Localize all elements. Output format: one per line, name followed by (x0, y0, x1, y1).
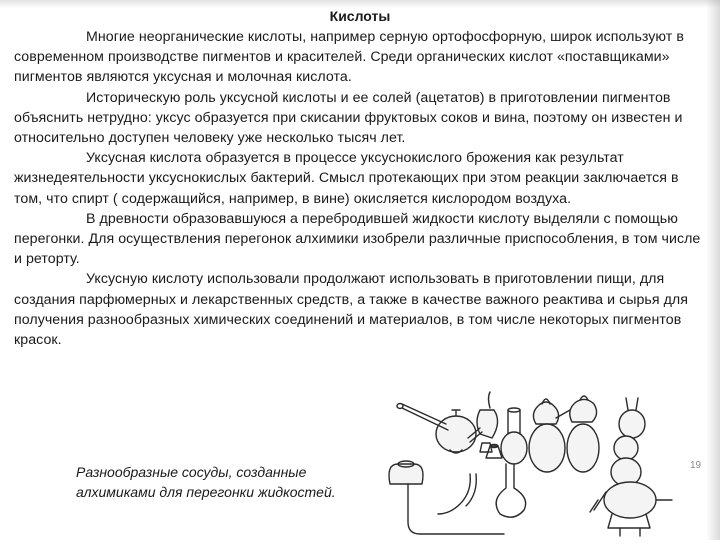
page-number: 19 (690, 460, 702, 471)
paragraph: Уксусная кислота образуется в процессе уксуснокислого брожения как результат жизнедеятельности уксуснокислых бактерий. Смысл протекающих при этом реакции заключается в том, что спирт ( содержащийся, например, в вине) окисляется кислородом воздуха. (14, 150, 679, 207)
pear-flask-icon (496, 464, 525, 517)
retort-icon (397, 404, 476, 454)
small-cups-icon (480, 443, 502, 458)
paragraph: Уксусную кислоту использовали продолжают использовать в приготовлении пищи, для создания парфюмерных и лекарственных средств, а также в качестве важного реактива и сырья для получения разнообразных химических соединений и материалов, в том числе некоторых пигментов красок. (14, 271, 688, 349)
paragraph: В древности образовавшуюся а перебродившей жидкости кислоту выделяли с помощью перегонки. Для осуществления перегонок алхимики изобрели различные приспособления, в том числе и реторту. (14, 210, 701, 268)
flask-icon (501, 408, 527, 464)
curved-tube-icon (438, 474, 476, 514)
figure-caption: Разнообразные сосуды, созданные алхимиками для перегонки жидкостей. (76, 464, 336, 500)
paragraph: Многие неорганические кислоты, например серную ортофосфорную, широк используют в современном производстве пигментов и красителей. Среди органических кислот «поставщиками» пигментов являются уксусная и молочная кислота. (14, 29, 684, 86)
double-alembic-icon (529, 399, 570, 472)
paragraph: Историческую роль уксусной кислоты и ее солей (ацетатов) в приготовлении пигментов объяснить нетрудно: уксус образуется при скисании фруктовых соков и вина, поэтому он известен и относительно доступен человеку уже несколько тысяч лет. (14, 89, 683, 147)
body-text (14, 27, 710, 350)
tall-vessel-icon (567, 396, 599, 472)
bulb-flask-icon (619, 398, 645, 440)
alembic-icon (468, 392, 498, 442)
alchemy-vessels-illustration (350, 388, 690, 540)
slide-title: Кислоты (329, 8, 391, 24)
tower-still-icon (590, 436, 672, 536)
long-flask-icon (389, 461, 504, 534)
